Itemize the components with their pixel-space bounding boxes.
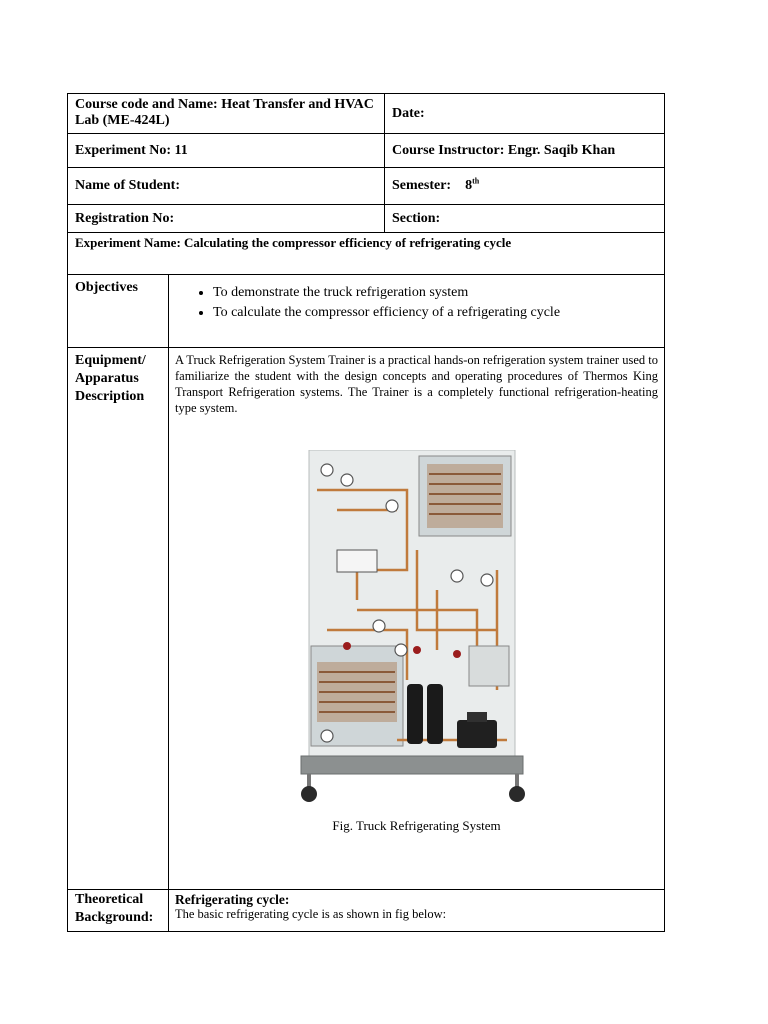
objectives-cell xyxy=(169,275,665,347)
section-cell xyxy=(385,205,665,233)
equipment-label-1: Equipment/ xyxy=(75,352,146,368)
student-label: Name of Student: xyxy=(75,178,180,193)
header-table xyxy=(67,93,665,275)
content-table xyxy=(67,275,665,932)
equipment-description: A Truck Refrigeration System Trainer is a practical hands-on refrigeration system trainer used to familiarize the student with the design concepts and operating procedures of Thermos King Transport Refrigeration systems. The Trainer is a completely functional refrigeration-heating type system. xyxy=(175,352,658,415)
semester-value: 8 xyxy=(465,178,473,193)
theory-label-cell xyxy=(68,889,169,931)
equipment-label-2: Apparatus xyxy=(75,370,139,386)
equipment-label-3: Description xyxy=(75,388,145,404)
equipment-label-cell xyxy=(68,347,169,889)
objective-item: • To demonstrate the truck refrigeration system xyxy=(213,283,664,303)
instructor: Course Instructor: Engr. Saqib Khan xyxy=(392,142,616,158)
figure-caption: Fig. Truck Refrigerating System xyxy=(332,817,501,833)
truck-refrigeration-trainer-image xyxy=(297,450,537,810)
course-value: Heat Transfer and HVAC Lab (ME-424L) xyxy=(75,97,374,128)
objective-item: • To calculate the compressor efficiency of a refrigerating cycle xyxy=(213,303,664,323)
registration-label: Registration No: xyxy=(75,210,175,226)
experiment-name: Experiment Name: Calculating the compressor efficiency of refrigerating cycle xyxy=(75,235,512,250)
objectives-list xyxy=(169,283,664,323)
course-cell xyxy=(68,94,385,134)
section-label: Section: xyxy=(392,210,441,226)
objectives-label: Objectives xyxy=(75,280,138,295)
date-cell xyxy=(385,94,665,134)
refrigerating-cycle-title: Refrigerating cycle: xyxy=(175,891,290,907)
objectives-label-cell xyxy=(68,275,169,347)
semester-cell xyxy=(385,168,665,205)
instructor-cell xyxy=(385,134,665,168)
date-label: Date: xyxy=(392,105,425,121)
lab-manual-page xyxy=(67,93,665,932)
theory-label-1: Theoretical xyxy=(75,891,144,907)
experiment-no: Experiment No: 11 xyxy=(75,142,188,158)
theory-cell xyxy=(169,889,665,931)
refrigerating-cycle-text: The basic refrigerating cycle is as shown in fig below: xyxy=(175,906,447,921)
theory-label-2: Background: xyxy=(75,909,154,925)
student-cell xyxy=(68,168,385,205)
experiment-no-cell xyxy=(68,134,385,168)
course-label: Course code and Name: xyxy=(75,97,218,112)
experiment-name-cell xyxy=(68,233,665,275)
registration-cell xyxy=(68,205,385,233)
semester-sup: th xyxy=(472,176,480,186)
semester-label: Semester: xyxy=(392,178,452,193)
equipment-cell xyxy=(169,347,665,889)
